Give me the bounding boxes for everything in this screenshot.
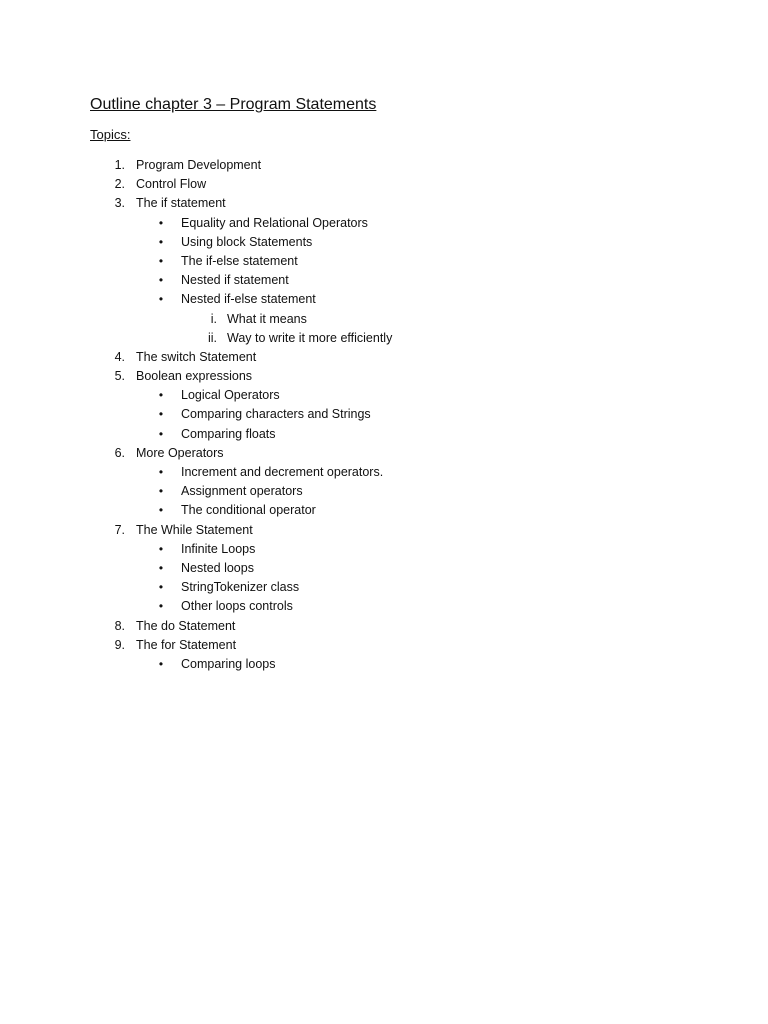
topics-outline xyxy=(0,156,768,674)
list-item-text: Nested if-else statement xyxy=(181,292,316,307)
bullet-subtopic xyxy=(0,463,768,482)
list-item-text: Nested loops xyxy=(181,560,254,575)
list-item-text: Control Flow xyxy=(136,177,207,192)
bullet-subtopic xyxy=(0,233,768,252)
bullet-icon: • xyxy=(158,580,164,595)
bullet-subtopic xyxy=(0,214,768,233)
list-marker: 4. xyxy=(114,349,125,364)
list-item-text: What it means xyxy=(227,311,307,326)
bullet-icon: • xyxy=(158,541,164,556)
bullet-icon: • xyxy=(158,503,164,518)
bullet-icon: • xyxy=(158,560,164,575)
list-item-text: Increment and decrement operators. xyxy=(181,465,384,479)
list-item-text: Using block Statements xyxy=(181,234,313,249)
bullet-subtopic xyxy=(0,271,768,290)
list-item-text: The While Statement xyxy=(136,522,253,537)
topics-heading: Topics: xyxy=(90,127,131,142)
bullet-subtopic xyxy=(0,597,768,616)
numbered-topic xyxy=(0,636,768,655)
list-item-text: Logical Operators xyxy=(181,388,280,403)
numbered-topic xyxy=(0,444,768,463)
bullet-subtopic xyxy=(0,425,768,444)
numbered-topic xyxy=(0,348,768,367)
list-marker: 7. xyxy=(114,522,125,537)
list-item-text: More Operators xyxy=(136,445,224,460)
list-item-text: The if statement xyxy=(136,196,226,211)
list-item-text: Program Development xyxy=(136,158,262,172)
list-item-text: The do Statement xyxy=(136,618,236,633)
list-item-text: Other loops controls xyxy=(181,599,293,614)
numbered-topic xyxy=(0,156,768,175)
list-marker: 3. xyxy=(114,196,125,211)
numbered-topic xyxy=(0,194,768,213)
list-item-text: The switch Statement xyxy=(136,349,257,364)
bullet-subtopic xyxy=(0,559,768,578)
bullet-subtopic xyxy=(0,290,768,309)
bullet-icon: • xyxy=(158,292,164,307)
bullet-icon: • xyxy=(158,253,164,268)
bullet-icon: • xyxy=(158,484,164,499)
bullet-subtopic xyxy=(0,252,768,271)
list-marker: 1. xyxy=(114,158,125,172)
list-item-text: Comparing characters and Strings xyxy=(181,407,371,422)
bullet-subtopic xyxy=(0,386,768,405)
list-item-text: Equality and Relational Operators xyxy=(181,215,368,230)
list-item-text: Nested if statement xyxy=(181,273,289,288)
document-title: Outline chapter 3 – Program Statements xyxy=(90,96,377,113)
bullet-icon: • xyxy=(158,656,164,671)
bullet-icon: • xyxy=(158,388,164,403)
bullet-icon: • xyxy=(158,465,164,479)
list-marker: 8. xyxy=(114,618,125,633)
numbered-topic xyxy=(0,367,768,386)
numbered-topic xyxy=(0,175,768,194)
bullet-icon: • xyxy=(158,273,164,288)
bullet-icon: • xyxy=(158,407,164,422)
bullet-icon: • xyxy=(158,426,164,441)
bullet-subtopic xyxy=(0,655,768,674)
roman-subitem xyxy=(0,329,768,348)
list-marker: 5. xyxy=(114,369,125,384)
bullet-icon: • xyxy=(158,234,164,249)
bullet-subtopic xyxy=(0,501,768,520)
list-marker: 6. xyxy=(114,445,125,460)
list-marker: ii. xyxy=(207,330,217,345)
numbered-topic xyxy=(0,521,768,540)
list-marker: 2. xyxy=(114,177,125,192)
bullet-icon: • xyxy=(158,215,164,230)
roman-subitem xyxy=(0,310,768,329)
list-item-text: Comparing loops xyxy=(181,656,276,671)
numbered-topic xyxy=(0,617,768,636)
list-item-text: Assignment operators xyxy=(181,484,303,499)
bullet-subtopic xyxy=(0,482,768,501)
list-item-text: Infinite Loops xyxy=(181,541,256,556)
list-item-text: The if-else statement xyxy=(181,253,298,268)
list-item-text: The conditional operator xyxy=(181,503,316,518)
bullet-subtopic xyxy=(0,540,768,559)
list-marker: 9. xyxy=(114,637,125,652)
bullet-icon: • xyxy=(158,599,164,614)
bullet-subtopic xyxy=(0,578,768,597)
list-marker: i. xyxy=(210,311,217,326)
list-item-text: StringTokenizer class xyxy=(181,580,300,595)
list-item-text: Comparing floats xyxy=(181,426,276,441)
list-item-text: The for Statement xyxy=(136,637,237,652)
list-item-text: Boolean expressions xyxy=(136,369,253,384)
bullet-subtopic xyxy=(0,405,768,424)
list-item-text: Way to write it more efficiently xyxy=(227,330,393,345)
